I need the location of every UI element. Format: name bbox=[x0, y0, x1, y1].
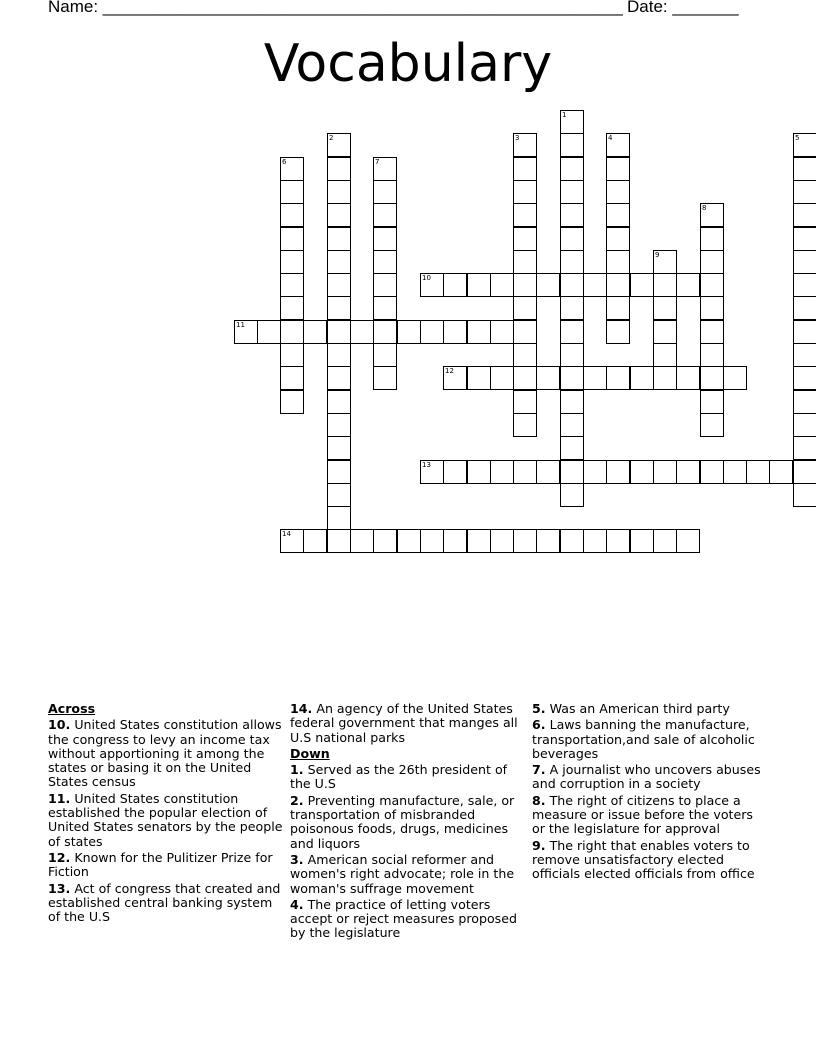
clue-number: 4. bbox=[290, 896, 304, 912]
clue-start-number: 6 bbox=[282, 158, 287, 166]
clue-start-number: 2 bbox=[329, 134, 334, 142]
crossword-cell[interactable] bbox=[373, 157, 397, 181]
crossword-cell[interactable] bbox=[373, 227, 397, 251]
crossword-cell[interactable] bbox=[420, 320, 444, 344]
crossword-cell[interactable] bbox=[327, 390, 351, 414]
clue-start-number: 11 bbox=[236, 321, 245, 329]
crossword-cell[interactable] bbox=[653, 529, 677, 553]
crossword-cell[interactable] bbox=[606, 250, 630, 274]
crossword-cell[interactable] bbox=[606, 460, 630, 484]
crossword-cell[interactable] bbox=[560, 227, 584, 251]
crossword-cell[interactable] bbox=[443, 366, 467, 390]
crossword-cell[interactable] bbox=[513, 390, 537, 414]
crossword-cell[interactable] bbox=[280, 273, 304, 297]
down-heading: Down bbox=[290, 745, 330, 761]
crossword-cell[interactable] bbox=[560, 413, 584, 437]
crossword-cell[interactable] bbox=[793, 436, 816, 460]
crossword-cell[interactable] bbox=[420, 273, 444, 297]
crossword-cell[interactable] bbox=[560, 343, 584, 367]
crossword-cell[interactable] bbox=[373, 180, 397, 204]
clue-start-number: 14 bbox=[282, 530, 291, 538]
crossword-cell[interactable] bbox=[280, 180, 304, 204]
crossword-cell[interactable] bbox=[560, 273, 584, 297]
crossword-cell[interactable] bbox=[583, 529, 607, 553]
clue-text: The right of citizens to place a measure or issue before the voters or the legislature for approval bbox=[532, 792, 753, 837]
crossword-cell[interactable] bbox=[606, 227, 630, 251]
crossword-cell[interactable] bbox=[560, 483, 584, 507]
crossword-cell[interactable] bbox=[350, 320, 374, 344]
crossword-cell[interactable] bbox=[793, 366, 816, 390]
crossword-cell[interactable] bbox=[630, 460, 654, 484]
crossword-cell[interactable] bbox=[443, 273, 467, 297]
crossword-cell[interactable] bbox=[536, 366, 560, 390]
clue-number: 13. bbox=[48, 880, 71, 896]
crossword-cell[interactable] bbox=[327, 366, 351, 390]
clue-text: Laws banning the manufacture, transportation,and sale of alcoholic beverages bbox=[532, 717, 755, 761]
crossword-cell[interactable] bbox=[350, 529, 374, 553]
crossword-cell[interactable] bbox=[490, 320, 514, 344]
across-heading: Across bbox=[48, 701, 96, 716]
crossword-cell[interactable] bbox=[443, 460, 467, 484]
crossword-cell[interactable] bbox=[560, 110, 584, 134]
clue-start-number: 4 bbox=[608, 134, 613, 142]
crossword-cell[interactable] bbox=[723, 460, 747, 484]
clue-text: United States constitution established the popular election of United States senators by the people of states bbox=[48, 790, 283, 849]
crossword-cell[interactable] bbox=[700, 343, 724, 367]
crossword-cell[interactable] bbox=[280, 203, 304, 227]
across-clue bbox=[48, 792, 283, 849]
crossword-cell[interactable] bbox=[490, 273, 514, 297]
crossword-cell[interactable] bbox=[560, 296, 584, 320]
crossword-cell[interactable] bbox=[327, 460, 351, 484]
clue-text: Known for the Pulitizer Prize for Fiction bbox=[48, 849, 273, 880]
across-clue bbox=[290, 702, 528, 745]
crossword-cell[interactable] bbox=[327, 180, 351, 204]
across-clue bbox=[48, 851, 283, 880]
clue-text: Served as the 26th president of the U.S bbox=[290, 762, 508, 792]
crossword-cell[interactable] bbox=[373, 273, 397, 297]
crossword-cell[interactable] bbox=[700, 366, 724, 390]
clue-start-number: 7 bbox=[375, 158, 380, 166]
across-clue bbox=[48, 718, 283, 789]
clue-text: United States constitution allows the congress to levy an income tax without apportioning it among the states or basing it on the United States census bbox=[48, 717, 282, 790]
crossword-cell[interactable] bbox=[373, 203, 397, 227]
crossword-cell[interactable] bbox=[280, 320, 304, 344]
crossword-cell[interactable] bbox=[397, 320, 421, 344]
clue-start-number: 13 bbox=[422, 461, 431, 469]
clues-column-3 bbox=[532, 702, 767, 884]
crossword-cell[interactable] bbox=[303, 529, 327, 553]
clue-number: 9. bbox=[532, 837, 546, 853]
crossword-cell[interactable] bbox=[490, 366, 514, 390]
crossword-cell[interactable] bbox=[373, 529, 397, 553]
crossword-cell[interactable] bbox=[630, 366, 654, 390]
crossword-cell[interactable] bbox=[676, 273, 700, 297]
crossword-cell[interactable] bbox=[583, 273, 607, 297]
down-clue bbox=[290, 898, 528, 941]
crossword-cell[interactable] bbox=[793, 250, 816, 274]
clue-text: The practice of letting voters accept or reject measures proposed by the legislature bbox=[290, 896, 517, 941]
crossword-cell[interactable] bbox=[513, 460, 537, 484]
down-clue bbox=[532, 718, 767, 761]
crossword-cell[interactable] bbox=[653, 320, 677, 344]
crossword-cell[interactable] bbox=[513, 320, 537, 344]
clue-start-number: 12 bbox=[445, 367, 454, 375]
crossword-cell[interactable] bbox=[793, 296, 816, 320]
crossword-cell[interactable] bbox=[327, 250, 351, 274]
crossword-cell[interactable] bbox=[327, 133, 351, 157]
crossword-cell[interactable] bbox=[793, 390, 816, 414]
page-title: Vocabulary bbox=[263, 34, 553, 94]
crossword-cell[interactable] bbox=[606, 529, 630, 553]
clue-text: The right that enables voters to remove unsatisfactory elected officials elected officials from office bbox=[532, 837, 755, 882]
crossword-cell[interactable] bbox=[560, 529, 584, 553]
crossword-cell[interactable] bbox=[467, 460, 491, 484]
crossword-cell[interactable] bbox=[793, 460, 816, 484]
crossword-cell[interactable] bbox=[513, 343, 537, 367]
down-clue bbox=[532, 839, 767, 882]
crossword-cell[interactable] bbox=[606, 320, 630, 344]
crossword-cell[interactable] bbox=[327, 296, 351, 320]
crossword-cell[interactable] bbox=[630, 529, 654, 553]
clue-number: 5. bbox=[532, 701, 546, 716]
crossword-cell[interactable] bbox=[630, 273, 654, 297]
crossword-cell[interactable] bbox=[373, 250, 397, 274]
crossword-cell[interactable] bbox=[700, 390, 724, 414]
crossword-cell[interactable] bbox=[490, 529, 514, 553]
crossword-cell[interactable] bbox=[513, 133, 537, 157]
crossword-cell[interactable] bbox=[280, 529, 304, 553]
crossword-cell[interactable] bbox=[280, 157, 304, 181]
clue-text: Act of congress that created and established central banking system of the U.S bbox=[48, 880, 281, 925]
clue-start-number: 3 bbox=[515, 134, 520, 142]
name-field[interactable]: Name: _______________________________________________________ bbox=[48, 0, 623, 16]
crossword-cell[interactable] bbox=[606, 133, 630, 157]
crossword-cell[interactable] bbox=[746, 460, 770, 484]
clue-number: 8. bbox=[532, 792, 546, 808]
clue-number: 2. bbox=[290, 792, 304, 808]
clue-text: An agency of the United States federal government that manges all U.S national parks bbox=[290, 701, 518, 745]
clue-text: A journalist who uncovers abuses and corruption in a society bbox=[532, 762, 761, 792]
crossword-cell[interactable] bbox=[653, 250, 677, 274]
crossword-cell[interactable] bbox=[327, 343, 351, 367]
clue-start-number: 5 bbox=[795, 134, 800, 142]
crossword-cell[interactable] bbox=[606, 180, 630, 204]
crossword-cell[interactable] bbox=[793, 413, 816, 437]
crossword-cell[interactable] bbox=[653, 366, 677, 390]
crossword-cell[interactable] bbox=[443, 320, 467, 344]
crossword-cell[interactable] bbox=[583, 366, 607, 390]
crossword-cell[interactable] bbox=[327, 273, 351, 297]
crossword-cell[interactable] bbox=[700, 320, 724, 344]
clue-number: 3. bbox=[290, 851, 304, 867]
down-clue bbox=[290, 853, 528, 896]
crossword-cell[interactable] bbox=[653, 273, 677, 297]
crossword-cell[interactable] bbox=[560, 180, 584, 204]
crossword-cell[interactable] bbox=[653, 296, 677, 320]
crossword-cell[interactable] bbox=[513, 157, 537, 181]
crossword-cell[interactable] bbox=[560, 203, 584, 227]
crossword-cell[interactable] bbox=[769, 460, 793, 484]
crossword-cell[interactable] bbox=[700, 296, 724, 320]
crossword-cell[interactable] bbox=[467, 273, 491, 297]
crossword-cell[interactable] bbox=[700, 413, 724, 437]
crossword-cell[interactable] bbox=[397, 529, 421, 553]
down-clue bbox=[290, 763, 528, 792]
clues-column-2 bbox=[290, 702, 528, 943]
crossword-cell[interactable] bbox=[513, 529, 537, 553]
crossword-cell[interactable] bbox=[280, 390, 304, 414]
crossword-cell[interactable] bbox=[793, 133, 816, 157]
down-clue bbox=[532, 763, 767, 792]
crossword-cell[interactable] bbox=[513, 250, 537, 274]
crossword-cell[interactable] bbox=[793, 343, 816, 367]
crossword-cell[interactable] bbox=[793, 483, 816, 507]
crossword-cell[interactable] bbox=[234, 320, 258, 344]
crossword-cell[interactable] bbox=[560, 133, 584, 157]
crossword-cell[interactable] bbox=[606, 296, 630, 320]
crossword-cell[interactable] bbox=[280, 250, 304, 274]
crossword-cell[interactable] bbox=[373, 320, 397, 344]
crossword-cell[interactable] bbox=[700, 227, 724, 251]
crossword-cell[interactable] bbox=[700, 273, 724, 297]
crossword-cell[interactable] bbox=[420, 460, 444, 484]
clue-text: Was an American third party bbox=[549, 701, 730, 716]
crossword-cell[interactable] bbox=[327, 320, 351, 344]
crossword-cell[interactable] bbox=[327, 483, 351, 507]
crossword-cell[interactable] bbox=[536, 529, 560, 553]
crossword-cell[interactable] bbox=[373, 366, 397, 390]
crossword-cell[interactable] bbox=[606, 203, 630, 227]
crossword-cell[interactable] bbox=[606, 273, 630, 297]
crossword-cell[interactable] bbox=[327, 413, 351, 437]
clue-number: 12. bbox=[48, 849, 71, 865]
crossword-cell[interactable] bbox=[560, 320, 584, 344]
crossword-cell[interactable] bbox=[653, 343, 677, 367]
clue-number: 10. bbox=[48, 717, 71, 733]
clue-start-number: 1 bbox=[562, 111, 567, 119]
crossword-cell[interactable] bbox=[560, 366, 584, 390]
crossword-cell[interactable] bbox=[793, 180, 816, 204]
crossword-cell[interactable] bbox=[676, 529, 700, 553]
crossword-cell[interactable] bbox=[583, 460, 607, 484]
crossword-cell[interactable] bbox=[513, 203, 537, 227]
crossword-cell[interactable] bbox=[793, 227, 816, 251]
down-clue bbox=[532, 702, 767, 716]
clues-column-1 bbox=[48, 702, 283, 926]
down-clue bbox=[532, 794, 767, 837]
clue-start-number: 10 bbox=[422, 274, 431, 282]
crossword-cell[interactable] bbox=[467, 529, 491, 553]
crossword-cell[interactable] bbox=[327, 157, 351, 181]
crossword-cell[interactable] bbox=[373, 343, 397, 367]
crossword-cell[interactable] bbox=[560, 436, 584, 460]
crossword-cell[interactable] bbox=[327, 203, 351, 227]
crossword-cell[interactable] bbox=[676, 460, 700, 484]
clue-start-number: 8 bbox=[702, 204, 707, 212]
crossword-cell[interactable] bbox=[327, 436, 351, 460]
clue-text: American social reformer and women's right advocate; role in the woman's suffrage movement bbox=[290, 851, 515, 896]
crossword-cell[interactable] bbox=[280, 366, 304, 390]
crossword-cell[interactable] bbox=[373, 296, 397, 320]
crossword-cell[interactable] bbox=[700, 203, 724, 227]
crossword-cell[interactable] bbox=[560, 250, 584, 274]
crossword-cell[interactable] bbox=[793, 320, 816, 344]
crossword-cell[interactable] bbox=[700, 250, 724, 274]
crossword-cell[interactable] bbox=[536, 460, 560, 484]
crossword-cell[interactable] bbox=[257, 320, 281, 344]
crossword-cell[interactable] bbox=[467, 320, 491, 344]
crossword-cell[interactable] bbox=[303, 320, 327, 344]
crossword-cell[interactable] bbox=[536, 273, 560, 297]
crossword-cell[interactable] bbox=[327, 227, 351, 251]
crossword-cell[interactable] bbox=[793, 157, 816, 181]
clue-number: 14. bbox=[290, 701, 313, 716]
crossword-cell[interactable] bbox=[327, 529, 351, 553]
crossword-cell[interactable] bbox=[793, 273, 816, 297]
crossword-cell[interactable] bbox=[280, 296, 304, 320]
clue-number: 11. bbox=[48, 790, 71, 806]
crossword-cell[interactable] bbox=[513, 180, 537, 204]
crossword-cell[interactable] bbox=[793, 203, 816, 227]
crossword-cell[interactable] bbox=[280, 343, 304, 367]
clue-number: 7. bbox=[532, 762, 546, 778]
down-clue bbox=[290, 794, 528, 851]
crossword-cell[interactable] bbox=[280, 227, 304, 251]
crossword-cell[interactable] bbox=[513, 296, 537, 320]
crossword-cell[interactable] bbox=[560, 390, 584, 414]
crossword-cell[interactable] bbox=[513, 413, 537, 437]
crossword-cell[interactable] bbox=[513, 273, 537, 297]
clue-text: Preventing manufacture, sale, or transportation of misbranded poisonous foods, drugs, medicines and liquors bbox=[290, 792, 515, 851]
crossword-cell[interactable] bbox=[676, 366, 700, 390]
date-field[interactable]: Date: _______ bbox=[627, 0, 739, 16]
crossword-cell[interactable] bbox=[606, 157, 630, 181]
crossword-cell[interactable] bbox=[560, 460, 584, 484]
crossword-cell[interactable] bbox=[420, 529, 444, 553]
crossword-cell[interactable] bbox=[700, 460, 724, 484]
across-clue bbox=[48, 882, 283, 925]
clue-number: 6. bbox=[532, 717, 546, 733]
crossword-cell[interactable] bbox=[513, 366, 537, 390]
crossword-cell[interactable] bbox=[467, 366, 491, 390]
crossword-cell[interactable] bbox=[443, 529, 467, 553]
crossword-cell[interactable] bbox=[653, 460, 677, 484]
crossword-cell[interactable] bbox=[513, 227, 537, 251]
clue-number: 1. bbox=[290, 762, 304, 778]
clue-start-number: 9 bbox=[655, 251, 660, 259]
crossword-cell[interactable] bbox=[490, 460, 514, 484]
crossword-cell[interactable] bbox=[606, 366, 630, 390]
crossword-cell[interactable] bbox=[723, 366, 747, 390]
crossword-cell[interactable] bbox=[327, 506, 351, 530]
crossword-cell[interactable] bbox=[560, 157, 584, 181]
